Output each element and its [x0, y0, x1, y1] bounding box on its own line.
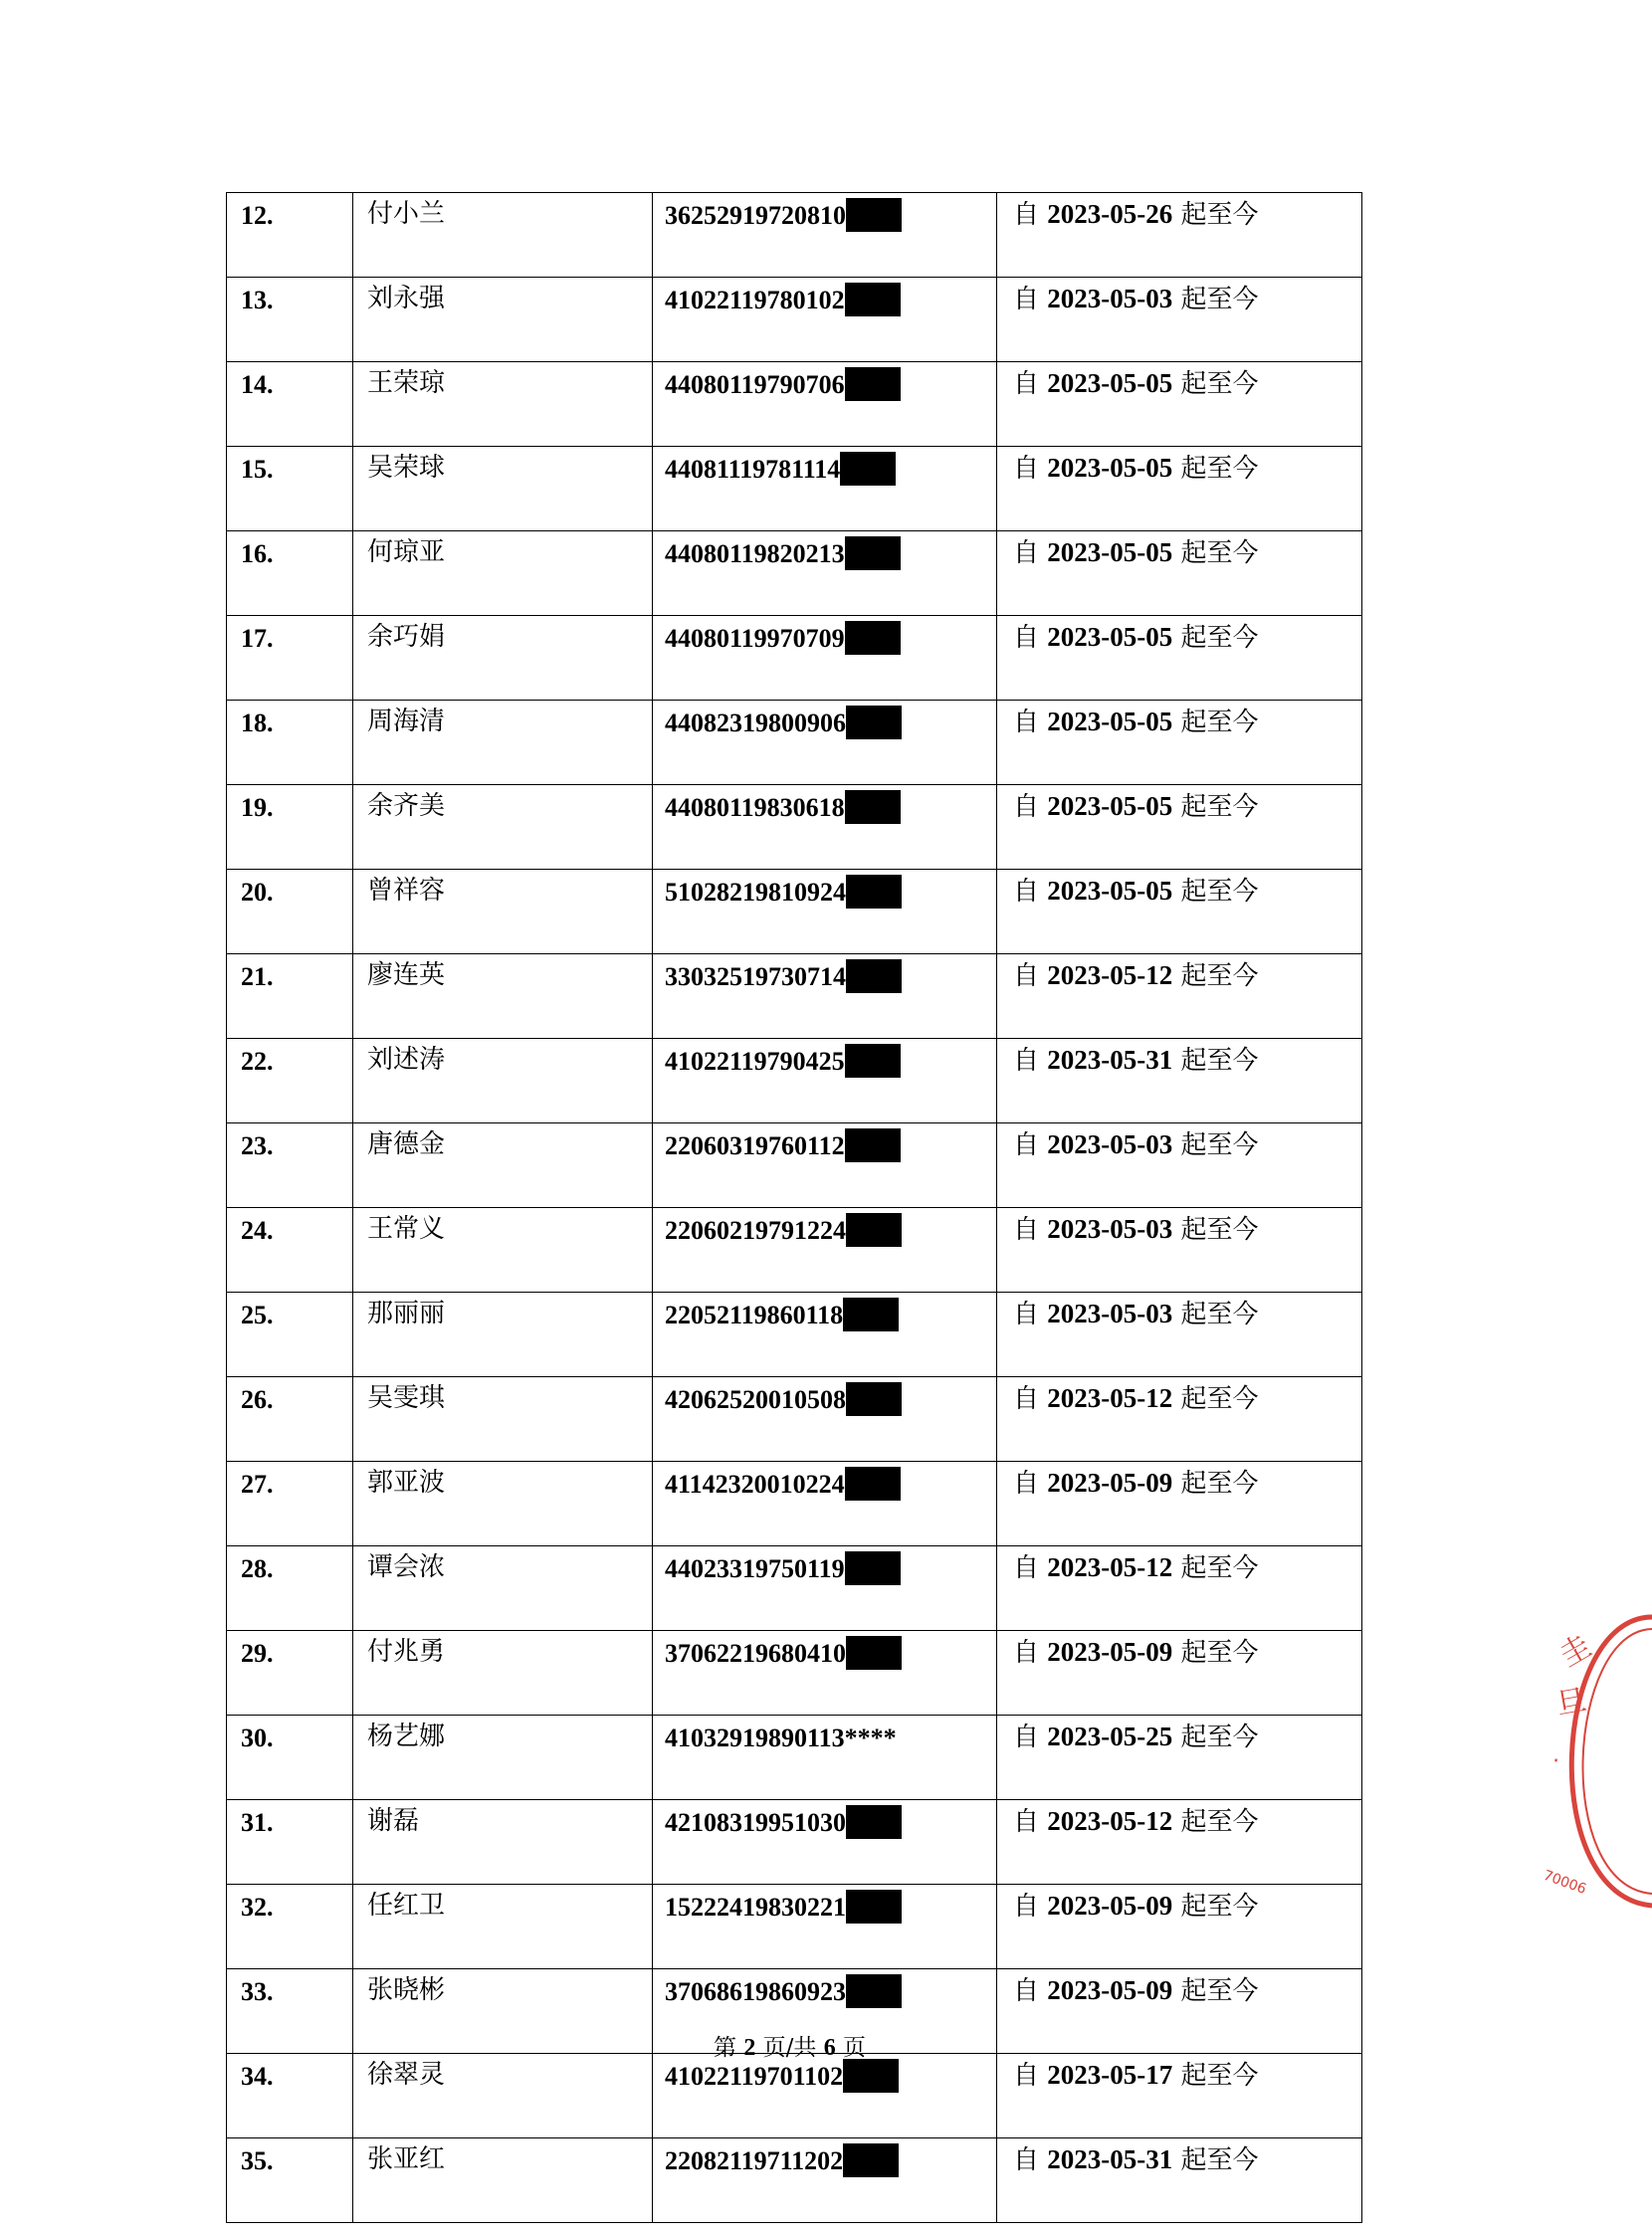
- period-start-date: 2023-05-03: [1047, 1299, 1173, 1328]
- period-prefix: 自: [1013, 1046, 1040, 1076]
- person-name-cell: 张亚红: [353, 2138, 653, 2223]
- period-cell: [997, 193, 1362, 278]
- row-number-cell: 18.: [227, 701, 353, 785]
- table-row: [227, 2054, 1362, 2138]
- table-row: [227, 1039, 1362, 1123]
- period-start-date: 2023-05-09: [1047, 1468, 1173, 1498]
- person-name-cell: 余巧娟: [353, 616, 653, 701]
- id-number-digits: 15222419830221: [665, 1893, 846, 1922]
- period-start-date: 2023-05-09: [1047, 1975, 1173, 2005]
- period-start-date: 2023-05-05: [1047, 876, 1173, 906]
- official-seal-stamp: [1523, 1597, 1652, 1926]
- id-number-cell: [653, 278, 997, 362]
- period-suffix: 起至今: [1180, 1892, 1259, 1922]
- row-number-cell: 26.: [227, 1377, 353, 1462]
- id-number-digits: 44080119820213: [665, 539, 845, 568]
- redaction-block: [846, 1636, 902, 1670]
- period-prefix: 自: [1013, 1215, 1040, 1245]
- period-suffix: 起至今: [1180, 1553, 1259, 1583]
- table-row: [227, 278, 1362, 362]
- period-start-date: 2023-05-05: [1047, 791, 1173, 821]
- row-number-cell: 30.: [227, 1716, 353, 1800]
- id-number-cell: [653, 870, 997, 954]
- period-cell: [997, 1123, 1362, 1208]
- redaction-block: [846, 959, 902, 993]
- person-name-cell: 任红卫: [353, 1885, 653, 1969]
- period-suffix: 起至今: [1180, 1384, 1259, 1414]
- period-suffix: 起至今: [1180, 2061, 1259, 2091]
- person-name-cell: 刘永强: [353, 278, 653, 362]
- period-start-date: 2023-05-17: [1047, 2060, 1173, 2090]
- person-name-cell: 付小兰: [353, 193, 653, 278]
- id-number-cell: [653, 616, 997, 701]
- person-name-cell: 曾祥容: [353, 870, 653, 954]
- period-start-date: 2023-05-05: [1047, 622, 1173, 652]
- id-number-digits: 22060319760112: [665, 1131, 845, 1160]
- redaction-block: [845, 1044, 901, 1078]
- row-number-cell: 19.: [227, 785, 353, 870]
- id-number-cell: [653, 447, 997, 531]
- period-prefix: 自: [1013, 1384, 1040, 1414]
- row-number-cell: 31.: [227, 1800, 353, 1885]
- table-row: [227, 447, 1362, 531]
- period-suffix: 起至今: [1180, 538, 1259, 568]
- period-cell: [997, 1039, 1362, 1123]
- footer-label-mid: 页/共: [762, 2035, 817, 2061]
- person-name-cell: 郭亚波: [353, 1462, 653, 1546]
- person-name-cell: 那丽丽: [353, 1293, 653, 1377]
- row-number-cell: 20.: [227, 870, 353, 954]
- table-row: [227, 1716, 1362, 1800]
- id-number-digits: 42108319951030: [665, 1808, 846, 1837]
- redaction-block: [846, 1890, 902, 1924]
- person-name-cell: 杨艺娜: [353, 1716, 653, 1800]
- period-cell: [997, 1546, 1362, 1631]
- redaction-block: [846, 198, 902, 232]
- table-row: [227, 785, 1362, 870]
- table-row: [227, 193, 1362, 278]
- id-number-masked-suffix: ****: [844, 1724, 897, 1752]
- redaction-block: [846, 1382, 902, 1416]
- period-suffix: 起至今: [1180, 285, 1259, 314]
- redaction-block: [840, 452, 896, 486]
- id-number-digits: 42062520010508: [665, 1385, 846, 1414]
- id-number-cell: [653, 2138, 997, 2223]
- period-suffix: 起至今: [1180, 1046, 1259, 1076]
- seal-code-text: 70006: [1541, 1867, 1588, 1898]
- row-number-cell: 21.: [227, 954, 353, 1039]
- redaction-block: [845, 790, 901, 824]
- period-suffix: 起至今: [1180, 1300, 1259, 1329]
- period-suffix: 起至今: [1180, 877, 1259, 907]
- period-prefix: 自: [1013, 623, 1040, 653]
- period-suffix: 起至今: [1180, 708, 1259, 737]
- period-prefix: 自: [1013, 961, 1040, 991]
- row-number-cell: 13.: [227, 278, 353, 362]
- redaction-block: [846, 706, 902, 739]
- period-suffix: 起至今: [1180, 1215, 1259, 1245]
- id-number-digits: 41022119780102: [665, 286, 845, 314]
- period-start-date: 2023-05-09: [1047, 1891, 1173, 1921]
- period-start-date: 2023-05-12: [1047, 1383, 1173, 1413]
- table-row: [227, 1462, 1362, 1546]
- id-number-digits: 22052119860118: [665, 1301, 844, 1329]
- table-row: [227, 2138, 1362, 2223]
- period-suffix: 起至今: [1180, 200, 1259, 230]
- id-number-digits: 44080119830618: [665, 793, 845, 822]
- id-number-cell: [653, 1800, 997, 1885]
- period-suffix: 起至今: [1180, 1130, 1259, 1160]
- row-number-cell: 17.: [227, 616, 353, 701]
- id-number-digits: 41022119701102: [665, 2062, 844, 2091]
- period-prefix: 自: [1013, 792, 1040, 822]
- period-start-date: 2023-05-31: [1047, 2144, 1173, 2174]
- period-cell: [997, 616, 1362, 701]
- person-name-cell: 王常义: [353, 1208, 653, 1293]
- redaction-block: [845, 1467, 901, 1501]
- table-row: [227, 1293, 1362, 1377]
- person-name-cell: 余齐美: [353, 785, 653, 870]
- row-number-cell: 34.: [227, 2054, 353, 2138]
- period-prefix: 自: [1013, 1807, 1040, 1837]
- person-name-cell: 吴荣球: [353, 447, 653, 531]
- period-cell: [997, 2138, 1362, 2223]
- redaction-block: [846, 875, 902, 909]
- period-start-date: 2023-05-26: [1047, 199, 1173, 229]
- id-number-digits: 41022119790425: [665, 1047, 845, 1076]
- roster-table-body: [227, 193, 1362, 2223]
- row-number-cell: 15.: [227, 447, 353, 531]
- footer-label-end: 页: [843, 2035, 866, 2061]
- table-row: [227, 531, 1362, 616]
- id-number-cell: [653, 1716, 997, 1800]
- redaction-block: [843, 1298, 899, 1331]
- period-suffix: 起至今: [1180, 1807, 1259, 1837]
- id-number-digits: 22060219791224: [665, 1216, 846, 1245]
- period-start-date: 2023-05-25: [1047, 1722, 1173, 1751]
- table-row: [227, 701, 1362, 785]
- row-number-cell: 24.: [227, 1208, 353, 1293]
- period-suffix: 起至今: [1180, 623, 1259, 653]
- period-start-date: 2023-05-09: [1047, 1637, 1173, 1667]
- id-number-cell: [653, 1208, 997, 1293]
- row-number-cell: 14.: [227, 362, 353, 447]
- id-number-cell: [653, 954, 997, 1039]
- person-name-cell: 谢磊: [353, 1800, 653, 1885]
- period-suffix: 起至今: [1180, 1469, 1259, 1499]
- id-number-cell: [653, 1293, 997, 1377]
- id-number-digits: 44080119970709: [665, 624, 845, 653]
- id-number-digits: 51028219810924: [665, 878, 846, 907]
- period-cell: [997, 531, 1362, 616]
- redaction-block: [846, 1805, 902, 1839]
- table-row: [227, 616, 1362, 701]
- row-number-cell: 33.: [227, 1969, 353, 2054]
- period-prefix: 自: [1013, 2145, 1040, 2175]
- footer-label-page: 第: [714, 2035, 736, 2061]
- id-number-cell: [653, 1039, 997, 1123]
- period-start-date: 2023-05-05: [1047, 707, 1173, 736]
- seal-glyph: 旦: [1553, 1683, 1589, 1723]
- roster-table: [226, 192, 1362, 2223]
- period-prefix: 自: [1013, 454, 1040, 484]
- period-prefix: 自: [1013, 538, 1040, 568]
- id-number-digits: 44082319800906: [665, 709, 846, 737]
- period-suffix: 起至今: [1180, 369, 1259, 399]
- id-number-cell: [653, 1377, 997, 1462]
- id-number-digits: 22082119711202: [665, 2146, 844, 2175]
- person-name-cell: 吴雯琪: [353, 1377, 653, 1462]
- period-cell: [997, 1208, 1362, 1293]
- id-number-digits: 37062219680410: [665, 1639, 846, 1668]
- period-prefix: 自: [1013, 1638, 1040, 1668]
- period-suffix: 起至今: [1180, 792, 1259, 822]
- period-start-date: 2023-05-03: [1047, 1214, 1173, 1244]
- redaction-block: [845, 367, 901, 401]
- id-number-cell: [653, 2054, 997, 2138]
- row-number-cell: 22.: [227, 1039, 353, 1123]
- footer-page-number: 2: [743, 2035, 756, 2061]
- person-name-cell: 刘述涛: [353, 1039, 653, 1123]
- person-name-cell: 唐德金: [353, 1123, 653, 1208]
- period-prefix: 自: [1013, 1553, 1040, 1583]
- table-row: [227, 1800, 1362, 1885]
- id-number-digits: 33032519730714: [665, 962, 846, 991]
- period-cell: [997, 1716, 1362, 1800]
- period-suffix: 起至今: [1180, 2145, 1259, 2175]
- period-prefix: 自: [1013, 1976, 1040, 2006]
- period-suffix: 起至今: [1180, 1976, 1259, 2006]
- id-number-cell: [653, 531, 997, 616]
- redaction-block: [846, 1213, 902, 1247]
- redaction-block: [845, 621, 901, 655]
- period-start-date: 2023-05-05: [1047, 368, 1173, 398]
- id-number-cell: [653, 362, 997, 447]
- id-number-digits: 41032919890113: [665, 1724, 845, 1752]
- period-cell: [997, 785, 1362, 870]
- period-prefix: 自: [1013, 1130, 1040, 1160]
- period-prefix: 自: [1013, 708, 1040, 737]
- person-name-cell: 张晓彬: [353, 1969, 653, 2054]
- redaction-block: [845, 1551, 901, 1585]
- period-cell: [997, 447, 1362, 531]
- table-row: [227, 870, 1362, 954]
- row-number-cell: 12.: [227, 193, 353, 278]
- period-start-date: 2023-05-05: [1047, 453, 1173, 483]
- redaction-block: [846, 1974, 902, 2008]
- period-prefix: 自: [1013, 1892, 1040, 1922]
- period-start-date: 2023-05-05: [1047, 537, 1173, 567]
- redaction-block: [843, 2059, 899, 2093]
- row-number-cell: 32.: [227, 1885, 353, 1969]
- redaction-block: [845, 536, 901, 570]
- period-start-date: 2023-05-03: [1047, 1129, 1173, 1159]
- period-start-date: 2023-05-12: [1047, 1552, 1173, 1582]
- period-cell: [997, 1462, 1362, 1546]
- period-prefix: 自: [1013, 1300, 1040, 1329]
- row-number-cell: 29.: [227, 1631, 353, 1716]
- person-name-cell: 徐翠灵: [353, 2054, 653, 2138]
- person-name-cell: 周海清: [353, 701, 653, 785]
- table-row: [227, 954, 1362, 1039]
- period-start-date: 2023-05-12: [1047, 1806, 1173, 1836]
- person-name-cell: 何琼亚: [353, 531, 653, 616]
- row-number-cell: 28.: [227, 1546, 353, 1631]
- row-number-cell: 23.: [227, 1123, 353, 1208]
- row-number-cell: 25.: [227, 1293, 353, 1377]
- period-suffix: 起至今: [1180, 454, 1259, 484]
- period-cell: [997, 1885, 1362, 1969]
- period-cell: [997, 278, 1362, 362]
- table-row: [227, 1123, 1362, 1208]
- id-number-cell: [653, 1631, 997, 1716]
- id-number-cell: [653, 1123, 997, 1208]
- table-row: [227, 1885, 1362, 1969]
- period-prefix: 自: [1013, 877, 1040, 907]
- period-start-date: 2023-05-31: [1047, 1045, 1173, 1075]
- footer-total-pages: 6: [823, 2035, 836, 2061]
- person-name-cell: 谭会浓: [353, 1546, 653, 1631]
- id-number-cell: [653, 1546, 997, 1631]
- id-number-cell: [653, 193, 997, 278]
- period-cell: [997, 1631, 1362, 1716]
- redaction-block: [843, 2143, 899, 2177]
- period-prefix: 自: [1013, 369, 1040, 399]
- period-cell: [997, 954, 1362, 1039]
- page-footer: [0, 2029, 1579, 2062]
- period-start-date: 2023-05-12: [1047, 960, 1173, 990]
- redaction-block: [845, 283, 901, 316]
- id-number-digits: 41142320010224: [665, 1470, 845, 1499]
- seal-glyph: 圭: [1553, 1628, 1597, 1674]
- period-suffix: 起至今: [1180, 961, 1259, 991]
- id-number-cell: [653, 1885, 997, 1969]
- table-row: [227, 1208, 1362, 1293]
- period-cell: [997, 1800, 1362, 1885]
- redaction-block: [845, 1128, 901, 1162]
- period-suffix: 起至今: [1180, 1723, 1259, 1752]
- period-cell: [997, 362, 1362, 447]
- period-prefix: 自: [1013, 1723, 1040, 1752]
- table-row: [227, 1377, 1362, 1462]
- period-prefix: 自: [1013, 285, 1040, 314]
- id-number-digits: 44023319750119: [665, 1554, 845, 1583]
- person-name-cell: 付兆勇: [353, 1631, 653, 1716]
- period-start-date: 2023-05-03: [1047, 284, 1173, 313]
- table-row: [227, 1631, 1362, 1716]
- period-prefix: 自: [1013, 200, 1040, 230]
- id-number-digits: 44081119781114: [665, 455, 841, 484]
- period-cell: [997, 1377, 1362, 1462]
- table-row: [227, 1546, 1362, 1631]
- row-number-cell: 16.: [227, 531, 353, 616]
- id-number-digits: 44080119790706: [665, 370, 845, 399]
- id-number-cell: [653, 785, 997, 870]
- period-prefix: 自: [1013, 2061, 1040, 2091]
- id-number-digits: 37068619860923: [665, 1977, 846, 2006]
- seal-inner-ring: [1583, 1629, 1652, 1894]
- period-cell: [997, 2054, 1362, 2138]
- person-name-cell: 廖连英: [353, 954, 653, 1039]
- id-number-cell: [653, 701, 997, 785]
- period-prefix: 自: [1013, 1469, 1040, 1499]
- table-row: [227, 362, 1362, 447]
- row-number-cell: 27.: [227, 1462, 353, 1546]
- id-number-cell: [653, 1462, 997, 1546]
- period-suffix: 起至今: [1180, 1638, 1259, 1668]
- period-cell: [997, 1293, 1362, 1377]
- row-number-cell: 35.: [227, 2138, 353, 2223]
- person-name-cell: 王荣琼: [353, 362, 653, 447]
- period-cell: [997, 870, 1362, 954]
- seal-glyph: .: [1551, 1742, 1561, 1768]
- period-cell: [997, 701, 1362, 785]
- id-number-digits: 36252919720810: [665, 201, 846, 230]
